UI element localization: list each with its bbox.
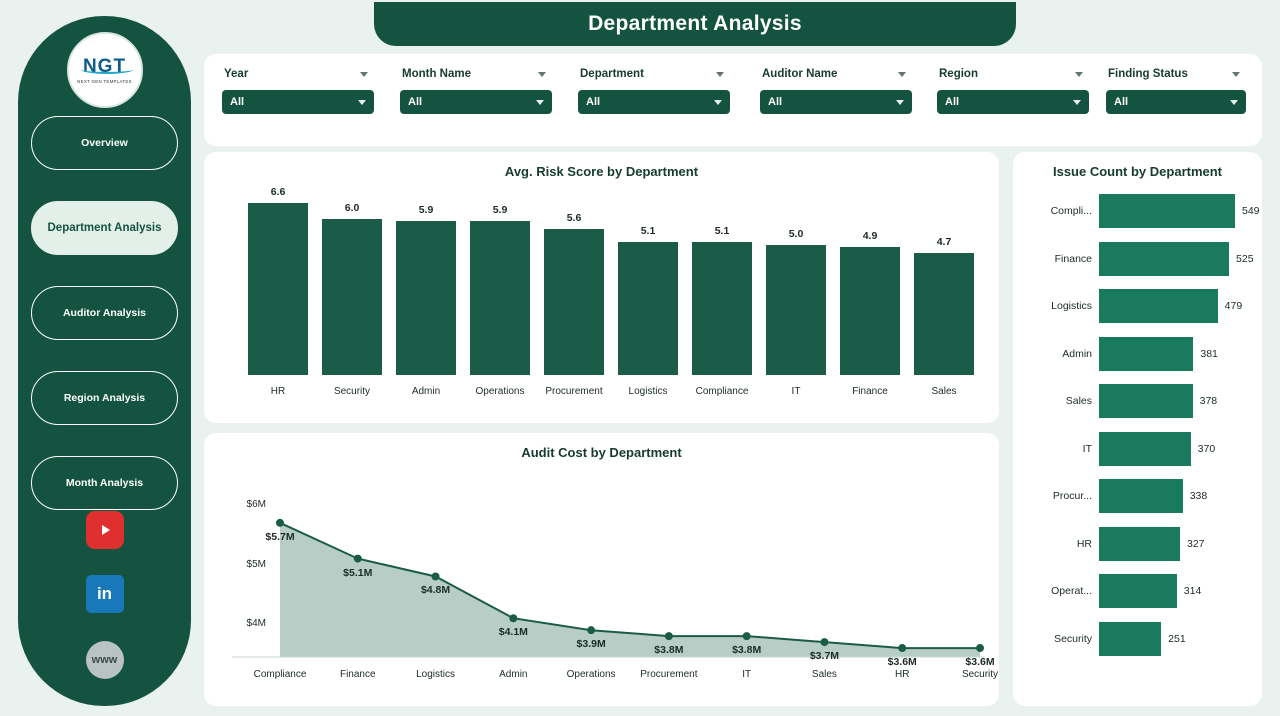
x-axis-tick-label: Compliance — [253, 669, 307, 680]
category-label: Compliance — [695, 386, 749, 397]
sidebar — [18, 16, 191, 706]
point-value-label: $5.1M — [343, 566, 373, 579]
bar[interactable] — [470, 221, 530, 375]
issue-count-chart-card — [1013, 152, 1262, 706]
bar[interactable] — [322, 219, 382, 375]
filter-auditor-name[interactable] — [760, 68, 912, 114]
category-label: Operat... — [1051, 585, 1092, 597]
bar-value-label: 5.1 — [640, 225, 656, 238]
category-label: Procurement — [545, 386, 603, 397]
bar-value-label: 479 — [1224, 300, 1243, 312]
chevron-down-icon[interactable] — [716, 72, 724, 77]
bar-value-label: 370 — [1197, 442, 1216, 455]
filter-department[interactable] — [578, 68, 730, 114]
filter-value: All — [230, 96, 245, 108]
sidebar-item-auditor-analysis[interactable] — [31, 286, 178, 340]
bar-value-label: 549 — [1242, 205, 1260, 217]
bar[interactable] — [1099, 527, 1180, 561]
bar[interactable] — [1099, 574, 1177, 608]
bar-row[interactable] — [1013, 382, 1262, 420]
bar[interactable] — [544, 229, 604, 375]
sidebar-item-label: Auditor Analysis — [62, 307, 147, 319]
filter-month-name[interactable] — [400, 68, 552, 114]
x-axis-tick-label: Finance — [339, 669, 376, 680]
bar-row[interactable] — [1013, 335, 1262, 373]
filter-select[interactable] — [222, 90, 374, 114]
filter-select[interactable] — [760, 90, 912, 114]
issue-count-chart — [1013, 192, 1262, 692]
category-label: HR — [1076, 537, 1092, 550]
bar[interactable] — [1099, 432, 1191, 466]
category-label: Admin — [1062, 347, 1092, 360]
linkedin-label: in — [96, 584, 113, 603]
chevron-down-icon[interactable] — [1073, 100, 1081, 105]
x-axis-tick-label: Logistics — [416, 669, 455, 680]
sidebar-item-department-analysis[interactable] — [31, 201, 178, 255]
bar-value-label: 5.1 — [714, 225, 730, 238]
logo-wave-icon — [81, 65, 133, 74]
category-label: Finance — [1054, 252, 1092, 265]
bar-value-label: 5.0 — [788, 227, 804, 240]
website-label: www — [91, 654, 118, 666]
x-axis-tick-label: Admin — [499, 669, 528, 680]
category-label: Operations — [475, 386, 525, 397]
chevron-down-icon[interactable] — [1230, 100, 1238, 105]
x-axis-tick-label: IT — [742, 669, 752, 680]
x-axis-tick-label: Operations — [566, 669, 616, 680]
filter-region[interactable] — [937, 68, 1089, 114]
point-value-label: $3.9M — [576, 638, 606, 651]
sidebar-item-label: Department Analysis — [47, 222, 162, 234]
bar[interactable] — [1099, 622, 1161, 656]
category-label: IT — [791, 386, 801, 397]
bar-row[interactable] — [1013, 477, 1262, 515]
bar-row[interactable] — [1013, 430, 1262, 468]
category-label: Sales — [1065, 395, 1092, 407]
logo-text: NGT — [82, 55, 127, 77]
chart-title: Avg. Risk Score by Department — [504, 164, 699, 179]
website-icon[interactable] — [86, 641, 124, 679]
sidebar-item-overview[interactable] — [31, 116, 178, 170]
filter-value: All — [408, 96, 423, 108]
category-label: Security — [1054, 632, 1092, 645]
category-label: Compli... — [1050, 205, 1092, 217]
bar-value-label: 314 — [1183, 585, 1202, 597]
bar[interactable] — [914, 253, 974, 375]
x-axis-tick-label: Security — [961, 669, 999, 680]
bar[interactable] — [1099, 479, 1183, 513]
x-axis-tick-label: Sales — [811, 669, 837, 680]
filter-value: All — [768, 96, 783, 108]
bar-row[interactable] — [1013, 572, 1262, 610]
point-value-label: $3.8M — [654, 644, 684, 657]
page-title: Department Analysis — [374, 2, 1016, 46]
category-label: Procur... — [1052, 490, 1092, 502]
point-value-label: $3.7M — [809, 650, 840, 663]
chevron-down-icon[interactable] — [714, 100, 722, 105]
area-series — [218, 467, 986, 695]
filter-label: Department — [578, 68, 730, 80]
category-label: Logistics — [628, 386, 668, 397]
filter-finding-status[interactable] — [1106, 68, 1246, 114]
filter-value: All — [586, 96, 601, 108]
y-axis-tick-label: $4M — [246, 618, 266, 630]
bar-value-label: 381 — [1200, 347, 1218, 360]
risk-score-chart — [234, 186, 974, 405]
bar-row[interactable] — [1013, 240, 1262, 278]
linkedin-icon[interactable] — [86, 575, 124, 613]
bar-value-label: 5.9 — [418, 204, 434, 217]
filter-year[interactable] — [222, 68, 374, 114]
filter-label: Year — [222, 68, 374, 80]
bar[interactable] — [1099, 194, 1235, 228]
filter-bar — [204, 54, 1262, 146]
bar-row[interactable] — [1013, 287, 1262, 325]
chevron-down-icon[interactable] — [536, 100, 544, 105]
bar-value-label: 525 — [1236, 252, 1254, 265]
category-label: Admin — [411, 386, 441, 397]
chevron-down-icon[interactable] — [1075, 72, 1083, 77]
chevron-down-icon[interactable] — [898, 72, 906, 77]
y-axis-tick-label: $5M — [246, 558, 266, 570]
category-label: Security — [333, 386, 371, 397]
filter-label: Finding Status — [1106, 68, 1246, 80]
filter-select[interactable] — [400, 90, 552, 114]
category-label: Sales — [931, 386, 957, 397]
bar[interactable] — [692, 242, 752, 375]
category-label: HR — [270, 386, 286, 397]
chart-title: Issue Count by Department — [1052, 164, 1223, 179]
chevron-down-icon[interactable] — [896, 100, 904, 105]
bar-row[interactable] — [1013, 525, 1262, 563]
filter-select[interactable] — [1106, 90, 1246, 114]
bar-value-label: 251 — [1168, 632, 1186, 645]
x-axis-tick-label: HR — [894, 669, 910, 680]
bar-value-label: 5.9 — [492, 204, 508, 217]
bar[interactable] — [396, 221, 456, 375]
category-label: Logistics — [1051, 300, 1092, 312]
point-value-label: $3.8M — [732, 644, 762, 657]
chart-title: Audit Cost by Department — [521, 445, 682, 460]
bar-value-label: 327 — [1187, 537, 1205, 550]
filter-select[interactable] — [578, 90, 730, 114]
bar-value-label: 5.6 — [566, 212, 582, 225]
bar[interactable] — [766, 245, 826, 375]
bar-value-label: 6.6 — [270, 186, 286, 198]
point-value-label: $5.7M — [265, 530, 295, 543]
bar[interactable] — [618, 242, 678, 375]
bar-value-label: 378 — [1199, 395, 1218, 407]
bar-value-label: 338 — [1189, 490, 1208, 502]
category-label: Finance — [852, 386, 888, 397]
filter-label: Region — [937, 68, 1089, 80]
y-axis-tick-label: $6M — [246, 498, 266, 510]
point-value-label: $4.8M — [420, 584, 451, 597]
audit-cost-chart — [218, 467, 999, 695]
audit-cost-chart-card — [204, 433, 999, 706]
chevron-down-icon[interactable] — [538, 72, 546, 77]
bar[interactable] — [248, 203, 308, 375]
risk-score-chart-card — [204, 152, 999, 423]
filter-value: All — [945, 96, 960, 108]
filter-label: Auditor Name — [760, 68, 912, 80]
chevron-down-icon[interactable] — [1232, 72, 1240, 77]
bar[interactable] — [1099, 384, 1193, 418]
point-value-label: $4.1M — [498, 626, 528, 639]
sidebar-item-region-analysis[interactable] — [31, 371, 178, 425]
youtube-icon[interactable] — [86, 511, 124, 549]
bar[interactable] — [1099, 289, 1218, 323]
chevron-down-icon[interactable] — [360, 72, 368, 77]
filter-select[interactable] — [937, 90, 1089, 114]
sidebar-item-month-analysis[interactable] — [31, 456, 178, 510]
bar-value-label: 4.7 — [936, 235, 952, 248]
bar[interactable] — [840, 247, 900, 375]
category-label: IT — [1082, 442, 1092, 455]
logo-subtext: NEXT GEN TEMPLATES — [77, 78, 132, 84]
point-value-label: $3.6M — [965, 656, 995, 669]
logo — [67, 32, 143, 108]
bar-value-label: 6.0 — [344, 201, 360, 214]
filter-value: All — [1114, 96, 1129, 108]
chevron-down-icon[interactable] — [358, 100, 366, 105]
point-value-label: $3.6M — [887, 656, 917, 669]
bar-value-label: 4.9 — [862, 230, 878, 243]
sidebar-item-label: Month Analysis — [65, 477, 144, 489]
sidebar-item-label: Region Analysis — [63, 392, 146, 404]
filter-label: Month Name — [400, 68, 552, 80]
bar-row[interactable] — [1013, 620, 1262, 658]
sidebar-item-label: Overview — [81, 137, 128, 149]
bar-row[interactable] — [1013, 192, 1262, 230]
bar[interactable] — [1099, 337, 1193, 371]
bar[interactable] — [1099, 242, 1229, 276]
x-axis-tick-label: Procurement — [640, 669, 698, 680]
